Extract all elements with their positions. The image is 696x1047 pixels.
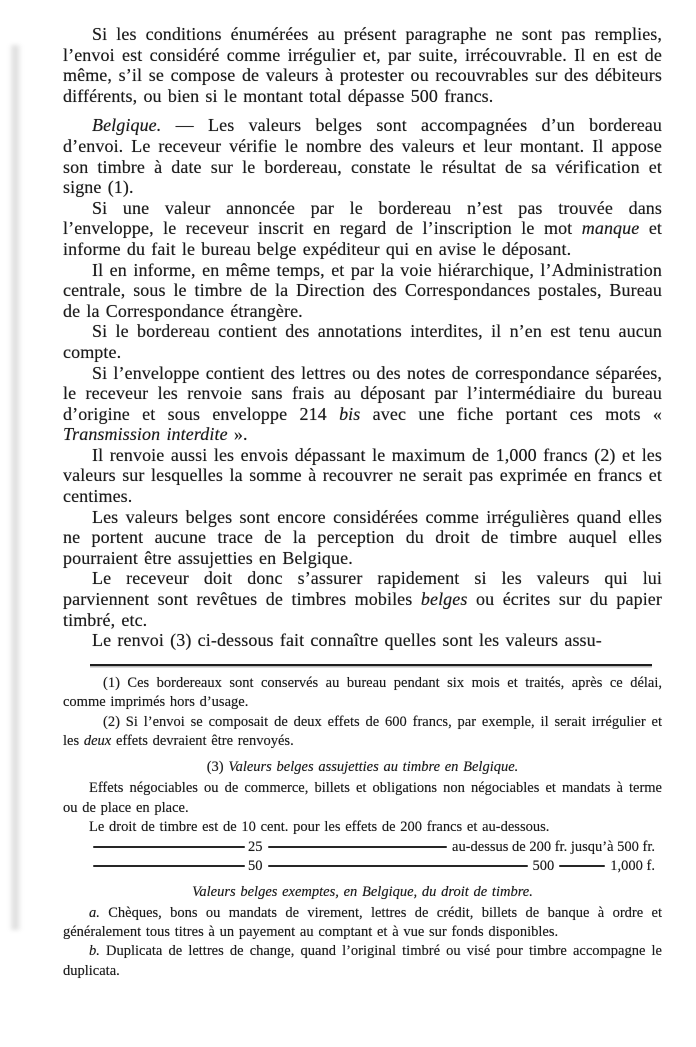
paragraph-renvoi-3: Le renvoi (3) ci-dessous fait connaître quelles sont les valeurs assu- xyxy=(92,630,602,651)
tariff-range: au-dessus de 200 fr. jusqu’à 500 fr. xyxy=(452,839,655,856)
exempt-item-b: b. Duplicata de lettres de change, quand l’original timbré ou visé pour timbre accompagne le duplicata. xyxy=(63,943,662,979)
ditto-dash xyxy=(268,865,528,867)
tariff-row-50 xyxy=(93,857,658,876)
ditto-dash xyxy=(93,865,245,867)
tariff-upper: 500 xyxy=(532,858,555,875)
ditto-dash xyxy=(559,865,605,867)
paragraph-maximum-1000: Il renvoie aussi les envois dépassant le maximum de 1,000 francs (2) et les valeurs sur lesquelles la somme à recouvrer ne serait pas exprimée en francs et centimes. xyxy=(63,444,662,507)
tariff-amount: 50 xyxy=(248,858,263,875)
scan-gutter-shadow xyxy=(9,45,22,930)
footnote-3-paragraph-effets: Effets négociables ou de commerce, billets et obligations non négociables et mandats à terme ou de place en place. xyxy=(63,780,662,816)
paragraph-valeur-manque: Si une valeur annoncée par le bordereau n’est pas trouvée dans l’enveloppe, le receveur inscrit en regard de l’inscription le mot manque et informe du fait le bureau belge expéditeur qui en avise le déposant. xyxy=(63,197,663,259)
paragraph-droit-de-timbre: Les valeurs belges sont encore considérées comme irrégulières quand elles ne portent aucune trace de la perception du droit de timbre auquel elles pourraient être assujetties en Belgique. xyxy=(63,506,662,568)
footnote-2: (2) Si l’envoi se composait de deux effets de 600 francs, par exemple, il serait irrégulier et les deux effets devraient être renvoyés. xyxy=(63,713,662,750)
tariff-amount: 25 xyxy=(248,839,263,856)
footnote-3-paragraph-droit: Le droit de timbre est de 10 cent. pour les effets de 200 francs et au-dessous. xyxy=(89,819,550,836)
paragraph-administration: Il en informe, en même temps, et par la voie hiérarchique, l’Administration centrale, sous le timbre de la Direction des Correspondances postales, Bureau de la Correspondance étrangère. xyxy=(63,259,662,321)
paragraph-transmission-interdite: Si l’enveloppe contient des lettres ou des notes de correspondance séparées, le receveur les renvoie sans frais au déposant par l’intermédiaire du bureau d’origine et sous enveloppe 214 bis avec une fiche portant ces mots « Transmission interdite ». xyxy=(63,362,662,445)
tariff-row-25 xyxy=(93,838,658,857)
exempt-item-a: a. Chèques, bons ou mandats de virement, lettres de crédit, billets de banque à ordre et généralement tous titres à un payement au comptant et à vue sur fonds disponibles. xyxy=(63,904,662,941)
footnote-1: (1) Ces bordereaux sont conservés au bureau pendant six mois et traités, après ce délai, comme imprimés hors d’usage. xyxy=(63,674,662,711)
footnote-3-heading: (3) Valeurs belges assujetties au timbre en Belgique. xyxy=(206,759,519,776)
ditto-dash xyxy=(93,846,245,848)
exempt-heading: Valeurs belges exemptes, en Belgique, du droit de timbre. xyxy=(192,883,533,900)
tariff-fee: 1,000 f. xyxy=(610,858,655,875)
text-column xyxy=(63,24,662,981)
paragraph-timbres-mobiles: Le receveur doit donc s’assurer rapidement si les valeurs qui lui parviennent sont revêtues de timbres mobiles belges ou écrites sur du papier timbré, etc. xyxy=(63,568,662,630)
paragraph-belgique-bordereau: Belgique. — Les valeurs belges sont accompagnées d’un bordereau d’envoi. Le receveur vérifie le nombre des valeurs et leur montant. Il appose son timbre à date sur le bordereau, constate le résultat de sa vérification et signe (1). xyxy=(63,115,662,198)
paragraph-conditions: Si les conditions énumérées au présent paragraphe ne sont pas remplies, l’envoi est considéré comme irrégulier et, par suite, irrécouvrable. Il en est de même, s’il se compose de valeurs à protester ou recouvrables sur des débiteurs différents, ou bien si le montant total dépasse 500 francs. xyxy=(63,24,662,106)
ditto-dash xyxy=(268,846,448,848)
paragraph-annotations: Si le bordereau contient des annotations interdites, il n’en est tenu aucun compte. xyxy=(63,321,662,362)
footnote-separator-rule xyxy=(90,664,652,666)
